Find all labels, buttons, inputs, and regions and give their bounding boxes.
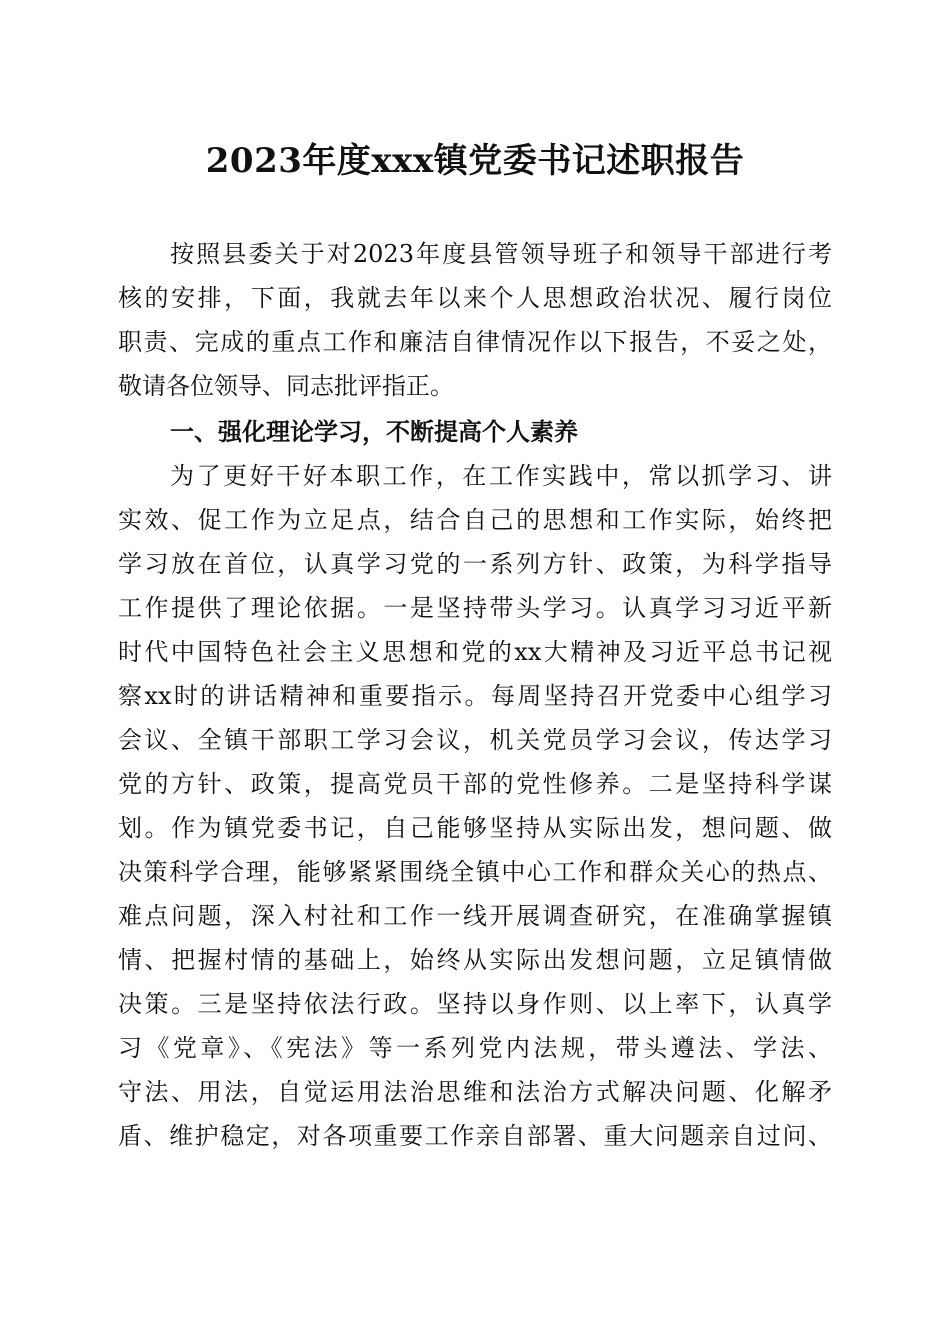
body-line: 学习放在首位，认真学习党的一系列方针、政策，为科学指导 <box>118 550 832 578</box>
section-heading-1: 一、强化理论学习，不断提高个人素养 <box>170 418 578 446</box>
body-line: 盾、维护稳定，对各项重要工作亲自部署、重大问题亲自过问、 <box>118 1122 832 1150</box>
document-title: 2023年度xxx镇党委书记述职报告 <box>205 141 745 181</box>
body-line: 决策。三是坚持依法行政。坚持以身作则、以上率下，认真学 <box>118 990 832 1018</box>
body-line: 难点问题，深入村社和工作一线开展调查研究，在准确掌握镇 <box>118 902 832 930</box>
body-line: 工作提供了理论依据。一是坚持带头学习。认真学习习近平新 <box>118 594 832 622</box>
body-line: 实效、促工作为立足点，结合自己的思想和工作实际，始终把 <box>118 506 832 534</box>
intro-line-3: 职责、完成的重点工作和廉洁自律情况作以下报告，不妥之处， <box>118 328 832 356</box>
body-line: 习《党章》、《宪法》等一系列党内法规，带头遵法、学法、 <box>118 1034 832 1062</box>
body-line: 决策科学合理，能够紧紧围绕全镇中心工作和群众关心的热点、 <box>118 858 832 886</box>
body-line: 为了更好干好本职工作，在工作实践中，常以抓学习、讲 <box>170 462 832 490</box>
body-line: 党的方针、政策，提高党员干部的党性修养。二是坚持科学谋 <box>118 770 832 798</box>
body-line: 时代中国特色社会主义思想和党的xx大精神及习近平总书记视 <box>118 638 832 666</box>
body-line: 守法、用法，自觉运用法治思维和法治方式解决问题、化解矛 <box>118 1078 832 1106</box>
body-line: 划。作为镇党委书记，自己能够坚持从实际出发，想问题、做 <box>118 814 832 842</box>
intro-line-1: 按照县委关于对2023年度县管领导班子和领导干部进行考 <box>170 240 832 268</box>
body-line: 情、把握村情的基础上，始终从实际出发想问题，立足镇情做 <box>118 946 832 974</box>
intro-line-4: 敬请各位领导、同志批评指正。 <box>118 372 454 400</box>
intro-line-2: 核的安排，下面，我就去年以来个人思想政治状况、履行岗位 <box>118 284 832 312</box>
body-line: 察xx时的讲话精神和重要指示。每周坚持召开党委中心组学习 <box>118 682 832 710</box>
body-line: 会议、全镇干部职工学习会议，机关党员学习会议，传达学习 <box>118 726 832 754</box>
